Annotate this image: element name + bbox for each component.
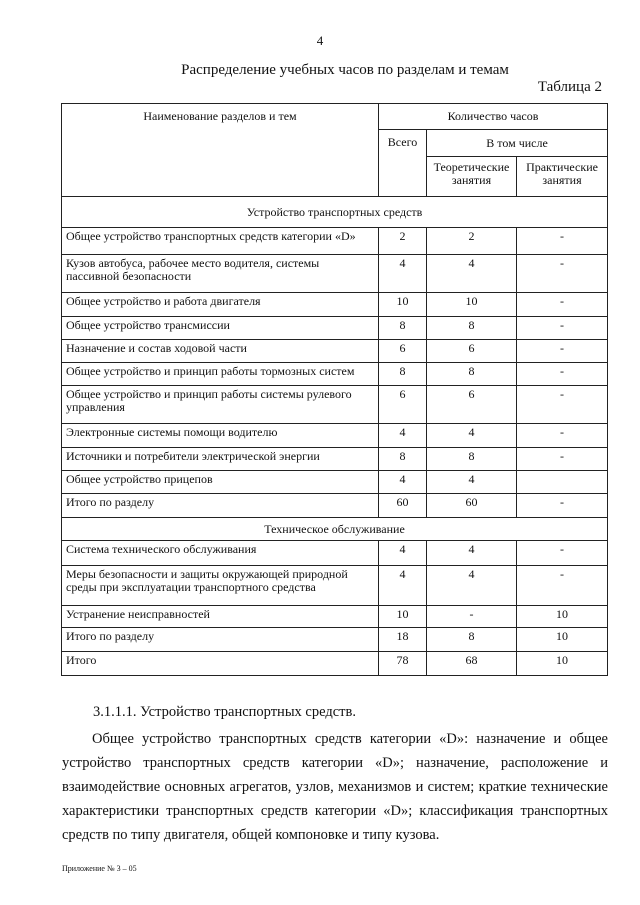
table-row [62,566,608,606]
header-including: В том числе [427,130,608,157]
row-total: 4 [379,255,427,293]
row-practice: - [517,541,608,566]
row-practice: - [517,340,608,363]
row-total: 4 [379,424,427,448]
table-row [62,363,608,386]
row-total: 8 [379,317,427,340]
table-row [62,340,608,363]
row-practice: - [517,566,608,606]
row-total: 6 [379,386,427,424]
row-theory: 4 [427,471,517,494]
row-name: Кузов автобуса, рабочее место водителя, системы пассивной безопасности [62,255,379,293]
section-header-row [62,197,608,228]
row-name: Электронные системы помощи водителю [62,424,379,448]
section-title: Техническое обслуживание [62,518,608,541]
row-name: Итого по разделу [62,628,379,652]
row-name: Общее устройство транспортных средств категории «D» [62,228,379,255]
grand-total-total: 78 [379,652,427,676]
table-row [62,471,608,494]
row-theory: 8 [427,363,517,386]
row-practice: - [517,228,608,255]
row-theory: 8 [427,448,517,471]
row-name: Общее устройство прицепов [62,471,379,494]
row-total: 6 [379,340,427,363]
table-row [62,606,608,628]
grand-total-theory: 68 [427,652,517,676]
row-total: 60 [379,494,427,518]
row-practice: - [517,448,608,471]
table-row [62,541,608,566]
row-practice: - [517,363,608,386]
row-theory: 6 [427,386,517,424]
row-total: 4 [379,471,427,494]
footer-note: Приложение № 3 – 05 [62,864,137,873]
row-total: 10 [379,293,427,317]
row-theory: 10 [427,293,517,317]
table-row [62,317,608,340]
row-theory: 8 [427,317,517,340]
header-name: Наименование разделов и тем [62,104,379,197]
row-total: 18 [379,628,427,652]
row-theory: 60 [427,494,517,518]
row-practice: - [517,317,608,340]
body-paragraph: Общее устройство транспортных средств категории «D»: назначение и общее устройство транспортных средств категории «D»; назначение, расположение и взаимодействие основных агрегатов, узлов, механизмов и систем; краткие технические характеристики транспортных средств категории «D»; классификация транспортных средств по типу двигателя, общей компоновке и типу кузова. [62,731,608,843]
row-total: 10 [379,606,427,628]
row-name: Устранение неисправностей [62,606,379,628]
row-name: Общее устройство и работа двигателя [62,293,379,317]
row-theory: 2 [427,228,517,255]
header-practice: Практические занятия [517,157,608,197]
header-total: Всего [379,130,427,197]
row-name: Общее устройство и принцип работы тормозных систем [62,363,379,386]
row-total: 2 [379,228,427,255]
row-practice: - [517,424,608,448]
row-total: 4 [379,566,427,606]
row-theory: 4 [427,541,517,566]
row-name: Источники и потребители электрической энергии [62,448,379,471]
row-theory: 6 [427,340,517,363]
page-title: Распределение учебных часов по разделам и темам [181,62,509,78]
table-body [62,197,608,676]
section-subheading: 3.1.1.1. Устройство транспортных средств. [93,704,356,720]
row-practice: 10 [517,606,608,628]
table-label: Таблица 2 [537,79,602,95]
table-row [62,628,608,652]
page-number: 4 [316,33,324,48]
row-total: 8 [379,363,427,386]
row-name: Итого по разделу [62,494,379,518]
row-name: Назначение и состав ходовой части [62,340,379,363]
row-theory: 4 [427,566,517,606]
header-hours: Количество часов [379,104,608,130]
row-name: Общее устройство и принцип работы системы рулевого управления [62,386,379,424]
row-total: 4 [379,541,427,566]
row-name: Общее устройство трансмиссии [62,317,379,340]
row-name: Меры безопасности и защиты окружающей природной среды при эксплуатации транспортного средства [62,566,379,606]
hours-table [61,103,608,676]
row-practice: 10 [517,628,608,652]
section-header-row [62,518,608,541]
table-row [62,293,608,317]
row-total: 8 [379,448,427,471]
table-row [62,448,608,471]
row-practice: - [517,494,608,518]
row-practice: - [517,293,608,317]
header-theory: Теоретические занятия [427,157,517,197]
table-row [62,255,608,293]
section-title: Устройство транспортных средств [62,197,608,228]
table-row [62,228,608,255]
table-row [62,494,608,518]
row-theory: 8 [427,628,517,652]
grand-total-practice: 10 [517,652,608,676]
grand-total-name: Итого [62,652,379,676]
row-theory: 4 [427,424,517,448]
row-practice: - [517,255,608,293]
grand-total-row [62,652,608,676]
row-theory: - [427,606,517,628]
row-theory: 4 [427,255,517,293]
table-row [62,424,608,448]
row-practice: - [517,386,608,424]
row-practice [517,471,608,494]
row-name: Система технического обслуживания [62,541,379,566]
table-row [62,386,608,424]
